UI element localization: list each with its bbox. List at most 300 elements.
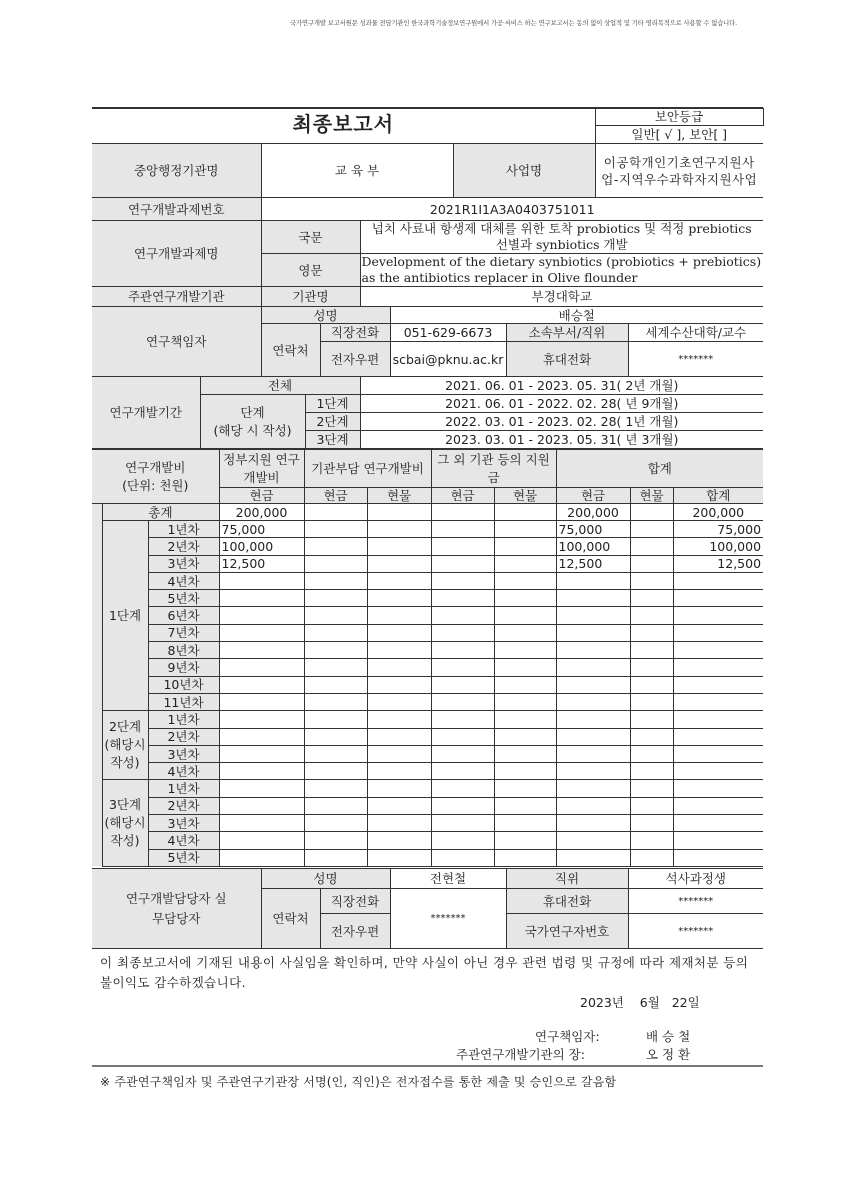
pi-dept-label: 소속부서/직위	[506, 324, 628, 342]
budget-cell-sum-cash	[556, 763, 630, 780]
budget-cell-other-inkind	[494, 711, 556, 728]
budget-cell-other-inkind	[494, 849, 556, 866]
budget-cell-inst-inkind	[367, 555, 431, 572]
budget-cell-sum-total: 12,500	[673, 555, 763, 572]
year-label: 4년차	[148, 572, 219, 589]
budget-cell-sum-total	[673, 607, 763, 624]
budget-cell-sum-cash	[556, 659, 630, 676]
year-label: 3년차	[148, 745, 219, 762]
total-sum-inkind	[630, 504, 673, 521]
year-label: 2년차	[148, 797, 219, 814]
pi-mobile-label: 휴대전화	[506, 342, 628, 377]
total-row-label: 총계	[102, 504, 219, 521]
budget-row	[92, 693, 763, 710]
budget-cell-sum-total	[673, 642, 763, 659]
budget-cell-other-cash	[431, 745, 494, 762]
budget-cell-sum-cash: 12,500	[556, 555, 630, 572]
budget-cell-sum-cash	[556, 849, 630, 866]
pi-name-label: 성명	[261, 307, 390, 324]
budget-cell-inst-inkind	[367, 797, 431, 814]
budget-cell-other-cash	[431, 538, 494, 555]
budget-cell-other-inkind	[494, 693, 556, 710]
budget-cell-gov-cash	[219, 659, 304, 676]
budget-cell-sum-cash: 75,000	[556, 521, 630, 538]
total-other-cash	[431, 504, 494, 521]
budget-cell-other-cash	[431, 728, 494, 745]
year-label: 4년차	[148, 832, 219, 849]
year-label: 9년차	[148, 659, 219, 676]
pi-office-phone-label: 직장전화	[320, 324, 390, 342]
budget-cell-other-inkind	[494, 607, 556, 624]
year-label: 8년차	[148, 642, 219, 659]
year-label: 5년차	[148, 849, 219, 866]
budget-cell-gov-cash	[219, 780, 304, 797]
budget-cell-sum-inkind	[630, 624, 673, 641]
budget-row	[92, 728, 763, 745]
sum-inkind-header: 현물	[630, 488, 673, 504]
security-value: 일반[ √ ], 보안[ ]	[595, 125, 763, 143]
budget-row	[92, 572, 763, 589]
other-inkind-header: 현물	[494, 488, 556, 504]
budget-cell-other-cash	[431, 607, 494, 624]
budget-cell-other-inkind	[494, 590, 556, 607]
budget-cell-other-cash	[431, 763, 494, 780]
budget-cell-other-inkind	[494, 538, 556, 555]
budget-cell-sum-total	[673, 659, 763, 676]
budget-cell-inst-cash	[304, 832, 367, 849]
budget-cell-gov-cash: 100,000	[219, 538, 304, 555]
head-signature-role: 주관연구개발기관의 장:	[456, 1047, 585, 1062]
budget-cell-inst-cash	[304, 815, 367, 832]
budget-cell-sum-inkind	[630, 590, 673, 607]
budget-row	[92, 745, 763, 762]
budget-cell-sum-cash	[556, 780, 630, 797]
budget-cell-inst-inkind	[367, 693, 431, 710]
head-signature-name: 오 정 환	[646, 1047, 691, 1062]
budget-cell-sum-inkind	[630, 693, 673, 710]
budget-cell-inst-cash	[304, 711, 367, 728]
report-title: 최종보고서	[92, 108, 595, 143]
budget-cell-other-cash	[431, 590, 494, 607]
staff-mobile-label: 휴대전화	[506, 889, 628, 914]
budget-cell-inst-inkind	[367, 815, 431, 832]
budget-cell-inst-inkind	[367, 832, 431, 849]
declaration-text: 이 최종보고서에 기재된 내용이 사실임을 확인하며, 만약 사실이 아닌 경우 관련 법령 및 규정에 따라 제재처분 등의 불이익도 감수하겠습니다.	[100, 955, 749, 990]
budget-cell-sum-inkind	[630, 676, 673, 693]
budget-row	[92, 642, 763, 659]
budget-cell-other-cash	[431, 711, 494, 728]
budget-cell-sum-inkind	[630, 521, 673, 538]
stage3-label: 3단계 (해당시 작성)	[102, 780, 148, 866]
year-label: 1년차	[148, 711, 219, 728]
margin-cell	[92, 780, 102, 866]
budget-cell-inst-cash	[304, 745, 367, 762]
budget-row	[92, 624, 763, 641]
budget-cell-other-inkind	[494, 572, 556, 589]
pi-name: 배승철	[390, 307, 763, 324]
total-other-inkind	[494, 504, 556, 521]
budget-cell-gov-cash	[219, 849, 304, 866]
gov-cash-header: 현금	[219, 488, 304, 504]
pi-dept: 세계수산대학/교수	[628, 324, 763, 342]
period-stage1-label: 1단계	[305, 395, 360, 413]
budget-cell-sum-cash	[556, 590, 630, 607]
budget-cell-gov-cash	[219, 624, 304, 641]
lead-institution-table	[92, 286, 763, 307]
period-stage3: 2023. 03. 01 - 2023. 05. 31( 년 3개월)	[360, 431, 763, 449]
total-gov-cash: 200,000	[219, 504, 304, 521]
total-inst-cash	[304, 504, 367, 521]
budget-cell-inst-inkind	[367, 607, 431, 624]
other-header: 그 외 기관 등의 지원금	[431, 450, 556, 488]
pi-mobile: *******	[628, 342, 763, 377]
project-number-value: 2021R1I1A3A0403751011	[261, 198, 763, 221]
budget-cell-sum-cash	[556, 815, 630, 832]
budget-cell-gov-cash	[219, 693, 304, 710]
budget-row	[92, 849, 763, 866]
budget-cell-other-inkind	[494, 676, 556, 693]
budget-cell-sum-cash: 100,000	[556, 538, 630, 555]
budget-row	[92, 797, 763, 814]
budget-cell-gov-cash: 12,500	[219, 555, 304, 572]
budget-cell-inst-cash	[304, 676, 367, 693]
copyright-notice: 국가연구개발 보고서원문 성과물 전담기관인 한국과학기술정보연구원에서 가공·서비스 하는 연구보고서는 동의 없이 상업적 및 기타 영리목적으로 사용할 수 없습니다.	[290, 20, 738, 27]
budget-cell-gov-cash	[219, 745, 304, 762]
budget-cell-inst-cash	[304, 624, 367, 641]
pi-signature-role: 연구책임자:	[535, 1029, 600, 1044]
budget-cell-sum-inkind	[630, 728, 673, 745]
budget-row	[92, 711, 763, 728]
stage1-label: 1단계	[102, 521, 148, 711]
agency-table	[92, 143, 763, 198]
budget-cell-inst-cash	[304, 780, 367, 797]
budget-cell-inst-inkind	[367, 521, 431, 538]
budget-cell-sum-total	[673, 693, 763, 710]
gov-header: 정부지원 연구개발비	[219, 450, 304, 488]
staff-email-label: 전자우편	[320, 914, 390, 949]
staff-table	[92, 868, 763, 949]
budget-cell-inst-cash	[304, 538, 367, 555]
budget-cell-sum-cash	[556, 607, 630, 624]
budget-cell-sum-total	[673, 590, 763, 607]
budget-cell-inst-cash	[304, 797, 367, 814]
budget-row	[92, 815, 763, 832]
budget-cell-sum-total: 100,000	[673, 538, 763, 555]
program-value: 이공학개인기초연구지원사업-지역우수과학자지원사업	[595, 144, 763, 198]
staff-position: 석사과정생	[628, 869, 763, 889]
korean-title-value: 넙치 사료내 항생제 대체를 위한 토착 probiotics 및 적정 prebiotics 선별과 synbiotics 개발	[360, 221, 763, 254]
pi-office-phone: 051-629-6673	[390, 324, 506, 342]
budget-cell-inst-inkind	[367, 849, 431, 866]
budget-cell-inst-inkind	[367, 572, 431, 589]
margin-cell	[92, 521, 102, 711]
budget-row	[92, 555, 763, 572]
budget-cell-other-inkind	[494, 815, 556, 832]
budget-cell-inst-inkind	[367, 590, 431, 607]
budget-cell-inst-cash	[304, 763, 367, 780]
stage2-label: 2단계 (해당시 작성)	[102, 711, 148, 780]
inst-header: 기관부담 연구개발비	[304, 450, 431, 488]
budget-cell-sum-inkind	[630, 849, 673, 866]
project-title-label: 연구개발과제명	[92, 221, 261, 287]
budget-cell-inst-inkind	[367, 745, 431, 762]
sum-cash-header: 현금	[556, 488, 630, 504]
budget-cell-sum-inkind	[630, 797, 673, 814]
period-label: 연구개발기간	[92, 377, 200, 449]
budget-row	[92, 538, 763, 555]
budget-cell-other-cash	[431, 693, 494, 710]
budget-cell-sum-total	[673, 797, 763, 814]
budget-title: 연구개발비	[125, 459, 186, 475]
budget-cell-other-inkind	[494, 763, 556, 780]
budget-cell-sum-inkind	[630, 780, 673, 797]
institution-name-label: 기관명	[261, 287, 360, 307]
total-row	[92, 504, 763, 521]
budget-cell-inst-inkind	[367, 659, 431, 676]
pi-table	[92, 306, 763, 377]
budget-cell-other-cash	[431, 849, 494, 866]
period-total: 2021. 06. 01 - 2023. 05. 31( 2년 개월)	[360, 377, 763, 395]
sum-total-header: 합계	[673, 488, 763, 504]
budget-cell-other-inkind	[494, 728, 556, 745]
footer-rule	[92, 1065, 763, 1067]
budget-cell-other-cash	[431, 521, 494, 538]
budget-row	[92, 659, 763, 676]
budget-cell-gov-cash	[219, 797, 304, 814]
title-table	[92, 108, 764, 144]
pi-label: 연구책임자	[92, 307, 261, 377]
year-label: 7년차	[148, 624, 219, 641]
margin-cell	[92, 711, 102, 780]
budget-cell-inst-cash	[304, 521, 367, 538]
budget-cell-inst-inkind	[367, 642, 431, 659]
budget-cell-gov-cash	[219, 711, 304, 728]
budget-cell-sum-inkind	[630, 815, 673, 832]
total-sum-total: 200,000	[673, 504, 763, 521]
budget-cell-sum-inkind	[630, 745, 673, 762]
year-label: 1년차	[148, 780, 219, 797]
budget-cell-sum-cash	[556, 572, 630, 589]
year-label: 5년차	[148, 590, 219, 607]
budget-cell-gov-cash	[219, 572, 304, 589]
stage-text: 단계	[240, 404, 265, 420]
budget-table	[92, 449, 763, 867]
inst-inkind-header: 현물	[367, 488, 431, 504]
budget-cell-sum-inkind	[630, 659, 673, 676]
project-title-table	[92, 220, 763, 287]
budget-row	[92, 676, 763, 693]
budget-cell-sum-total	[673, 572, 763, 589]
budget-cell-gov-cash	[219, 607, 304, 624]
staff-mobile: *******	[628, 889, 763, 914]
staff-office-phone-label: 직장전화	[320, 889, 390, 914]
budget-cell-gov-cash	[219, 763, 304, 780]
budget-cell-inst-inkind	[367, 711, 431, 728]
program-label: 사업명	[453, 144, 595, 198]
year-label: 2년차	[148, 538, 219, 555]
lead-institution-value: 부경대학교	[360, 287, 763, 307]
budget-cell-inst-cash	[304, 659, 367, 676]
budget-cell-other-cash	[431, 642, 494, 659]
margin-cell	[92, 504, 102, 521]
budget-cell-sum-inkind	[630, 832, 673, 849]
budget-cell-inst-inkind	[367, 676, 431, 693]
sum-header: 합계	[556, 450, 763, 488]
year-label: 6년차	[148, 607, 219, 624]
budget-row	[92, 832, 763, 849]
budget-cell-other-cash	[431, 676, 494, 693]
budget-cell-sum-cash	[556, 745, 630, 762]
budget-cell-other-inkind	[494, 555, 556, 572]
budget-cell-other-inkind	[494, 624, 556, 641]
budget-cell-other-cash	[431, 624, 494, 641]
staff-position-label: 직위	[506, 869, 628, 889]
pi-contact-label: 연락처	[261, 324, 320, 377]
english-title-label: 영문	[261, 254, 360, 287]
period-stage1: 2021. 06. 01 - 2022. 02. 28( 년 9개월)	[360, 395, 763, 413]
budget-cell-gov-cash: 75,000	[219, 521, 304, 538]
budget-cell-gov-cash	[219, 676, 304, 693]
budget-row	[92, 763, 763, 780]
budget-cell-inst-inkind	[367, 780, 431, 797]
budget-cell-sum-inkind	[630, 642, 673, 659]
budget-cell-inst-inkind	[367, 538, 431, 555]
budget-row	[92, 780, 763, 797]
budget-unit: (단위: 천원)	[122, 477, 189, 493]
staff-name: 전현철	[390, 869, 506, 889]
budget-cell-sum-total	[673, 815, 763, 832]
pi-signature-name: 배 승 철	[646, 1029, 691, 1044]
budget-cell-sum-total	[673, 849, 763, 866]
budget-cell-sum-total	[673, 676, 763, 693]
budget-cell-inst-cash	[304, 607, 367, 624]
inst-cash-header: 현금	[304, 488, 367, 504]
period-total-label: 전체	[200, 377, 360, 395]
budget-cell-other-inkind	[494, 642, 556, 659]
budget-cell-sum-inkind	[630, 555, 673, 572]
budget-cell-inst-cash	[304, 849, 367, 866]
total-inst-inkind	[367, 504, 431, 521]
year-label: 3년차	[148, 555, 219, 572]
budget-cell-sum-cash	[556, 797, 630, 814]
budget-cell-sum-total	[673, 832, 763, 849]
year-label: 11년차	[148, 693, 219, 710]
staff-label: 연구개발담당자 실무담당자	[92, 869, 261, 949]
period-stage2: 2022. 03. 01 - 2023. 02. 28( 1년 개월)	[360, 413, 763, 431]
lead-institution-label: 주관연구개발기관	[92, 287, 261, 307]
total-sum-cash: 200,000	[556, 504, 630, 521]
budget-cell-gov-cash	[219, 832, 304, 849]
budget-cell-sum-total	[673, 711, 763, 728]
budget-cell-other-cash	[431, 832, 494, 849]
period-table	[92, 376, 763, 449]
year-label: 4년차	[148, 763, 219, 780]
budget-cell-other-cash	[431, 780, 494, 797]
budget-cell-other-inkind	[494, 659, 556, 676]
budget-cell-sum-cash	[556, 693, 630, 710]
budget-cell-inst-cash	[304, 572, 367, 589]
budget-cell-inst-cash	[304, 728, 367, 745]
pi-email-label: 전자우편	[320, 342, 390, 377]
budget-cell-other-inkind	[494, 780, 556, 797]
budget-row	[92, 607, 763, 624]
researcher-no: *******	[628, 914, 763, 949]
budget-row	[92, 590, 763, 607]
budget-cell-inst-cash	[304, 693, 367, 710]
budget-cell-gov-cash	[219, 815, 304, 832]
budget-cell-sum-cash	[556, 832, 630, 849]
year-label: 2년차	[148, 728, 219, 745]
agency-value: 교 육 부	[261, 144, 453, 198]
year-label: 3년차	[148, 815, 219, 832]
period-stage2-label: 2단계	[305, 413, 360, 431]
project-number-label: 연구개발과제번호	[92, 198, 261, 221]
budget-cell-inst-cash	[304, 555, 367, 572]
korean-title-label: 국문	[261, 221, 360, 254]
budget-cell-gov-cash	[219, 728, 304, 745]
budget-cell-sum-inkind	[630, 538, 673, 555]
staff-contact-label: 연락처	[261, 889, 320, 949]
budget-cell-other-cash	[431, 572, 494, 589]
budget-cell-sum-total	[673, 624, 763, 641]
budget-cell-sum-inkind	[630, 763, 673, 780]
pi-email[interactable]: scbai@pknu.ac.kr	[390, 342, 506, 377]
budget-cell-sum-total: 75,000	[673, 521, 763, 538]
budget-cell-sum-cash	[556, 711, 630, 728]
agency-label: 중앙행정기관명	[92, 144, 261, 198]
budget-label	[92, 450, 219, 504]
year-label: 10년차	[148, 676, 219, 693]
budget-cell-sum-cash	[556, 642, 630, 659]
budget-cell-sum-cash	[556, 624, 630, 641]
budget-cell-sum-total	[673, 728, 763, 745]
project-number-table	[92, 197, 763, 221]
researcher-no-label: 국가연구자번호	[506, 914, 628, 949]
budget-cell-other-inkind	[494, 832, 556, 849]
stage-note: (해당 시 작성)	[213, 422, 292, 438]
budget-cell-sum-total	[673, 780, 763, 797]
staff-name-label: 성명	[261, 869, 390, 889]
budget-cell-inst-inkind	[367, 728, 431, 745]
report-date: 2023년 6월 22일	[580, 995, 700, 1010]
budget-cell-inst-inkind	[367, 763, 431, 780]
budget-cell-inst-cash	[304, 590, 367, 607]
budget-cell-other-inkind	[494, 521, 556, 538]
english-title-value: Development of the dietary synbiotics (probiotics + prebiotics) as the antibiotics replacer in Olive flounder	[361, 254, 762, 285]
budget-cell-sum-total	[673, 763, 763, 780]
budget-cell-sum-inkind	[630, 711, 673, 728]
budget-cell-inst-cash	[304, 642, 367, 659]
budget-cell-sum-cash	[556, 676, 630, 693]
budget-cell-other-cash	[431, 555, 494, 572]
year-label: 1년차	[148, 521, 219, 538]
footnote: ※ 주관연구책임자 및 주관연구기관장 서명(인, 직인)은 전자접수를 통한 제출 및 승인으로 갈음함	[100, 1075, 617, 1089]
budget-cell-other-cash	[431, 659, 494, 676]
budget-cell-other-inkind	[494, 797, 556, 814]
budget-cell-sum-inkind	[630, 572, 673, 589]
budget-cell-sum-cash	[556, 728, 630, 745]
budget-cell-gov-cash	[219, 590, 304, 607]
budget-cell-other-cash	[431, 815, 494, 832]
budget-cell-other-inkind	[494, 745, 556, 762]
budget-cell-other-cash	[431, 797, 494, 814]
security-label: 보안등급	[595, 108, 763, 125]
period-stage3-label: 3단계	[305, 431, 360, 449]
staff-email: *******	[390, 889, 506, 949]
budget-cell-sum-inkind	[630, 607, 673, 624]
budget-row	[92, 521, 763, 538]
budget-cell-gov-cash	[219, 642, 304, 659]
